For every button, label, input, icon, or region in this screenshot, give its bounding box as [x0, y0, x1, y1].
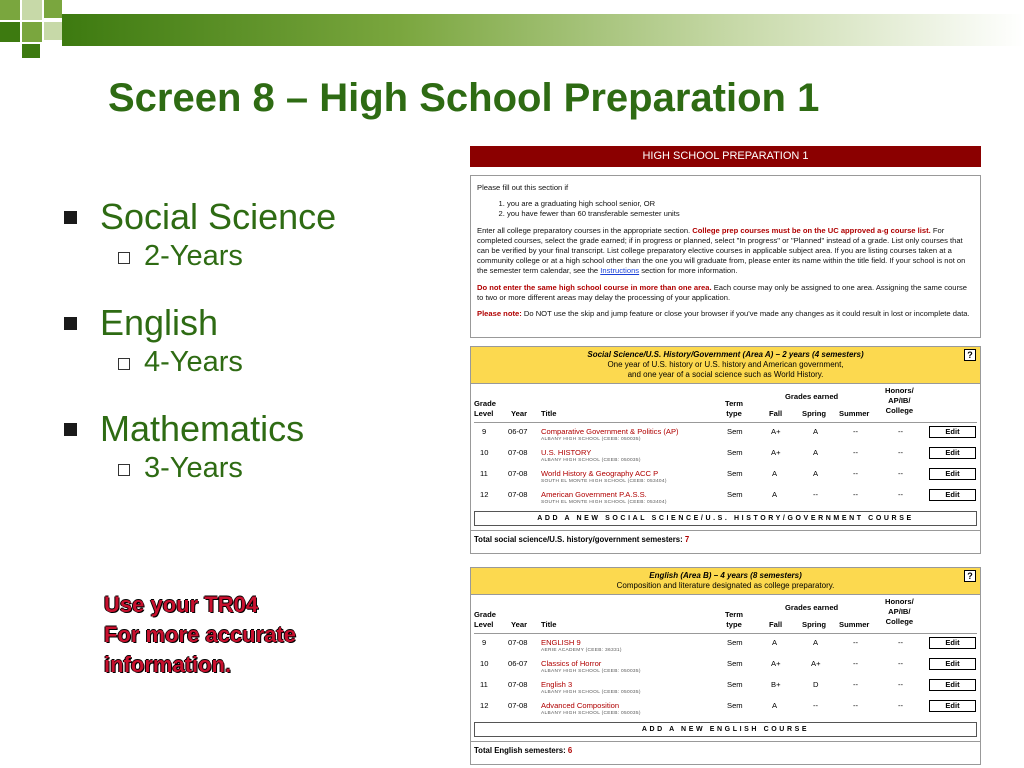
- add-english-course-button[interactable]: ADD A NEW ENGLISH COURSE: [474, 722, 977, 737]
- col-fall: Fall: [769, 409, 783, 418]
- bullet-item: [62, 302, 402, 346]
- col-text: Level: [474, 620, 494, 629]
- area-description: and one year of a social science such as World History.: [627, 370, 824, 379]
- cell-spring: A: [813, 427, 819, 436]
- col-text: Grade: [474, 610, 496, 619]
- cell-summer: --: [853, 638, 859, 647]
- instructions-para-1: [477, 226, 974, 277]
- col-text: AP/IB/: [888, 396, 911, 405]
- conditions-list: [507, 199, 974, 219]
- col-grade: [474, 610, 496, 630]
- cell-school: SOUTH EL MONTE HIGH SCHOOL (CEEB: 053404): [541, 500, 667, 505]
- cell-fall: A: [772, 638, 778, 647]
- column-headers: [471, 384, 980, 422]
- cell-title: Classics of Horror: [541, 659, 602, 668]
- cell-honors: --: [898, 701, 904, 710]
- cell-year: 07-08: [508, 680, 528, 689]
- bullet-item: [62, 408, 402, 452]
- col-text: Term: [725, 399, 744, 408]
- edit-button[interactable]: Edit: [929, 700, 976, 712]
- table-row: [471, 423, 980, 444]
- cell-title: ENGLISH 9: [541, 638, 581, 647]
- col-fall: Fall: [769, 620, 783, 629]
- col-spring: Spring: [802, 620, 827, 629]
- cell-fall: A: [772, 490, 778, 499]
- col-title: Title: [541, 620, 557, 629]
- cell-summer: --: [853, 701, 859, 710]
- area-b-rows: [471, 634, 980, 718]
- cell-title: English 3: [541, 680, 573, 689]
- cell-title: Comparative Government & Politics (AP): [541, 427, 679, 436]
- total-label: Total social science/U.S. history/government semesters:: [474, 535, 683, 544]
- help-icon[interactable]: ?: [964, 349, 976, 361]
- sub-bullet-box-icon: [118, 464, 130, 476]
- cell-summer: --: [853, 680, 859, 689]
- edit-button[interactable]: Edit: [929, 426, 976, 438]
- col-text: type: [726, 409, 742, 418]
- table-row: [471, 697, 980, 718]
- edit-button[interactable]: Edit: [929, 489, 976, 501]
- instructions-panel: [470, 175, 981, 338]
- area-a-total: [471, 531, 980, 548]
- instructions-para-3: [477, 309, 974, 319]
- cell-honors: --: [898, 427, 904, 436]
- sub-bullet-item: [62, 346, 402, 408]
- para-text: Each course may only be assigned to one area. Assigning the same course to two or more different areas may delay the processing of your application.: [477, 282, 968, 302]
- area-b-panel: [470, 567, 981, 765]
- section-header: HIGH SCHOOL PREPARATION 1: [470, 146, 981, 167]
- instructions-link[interactable]: Instructions: [600, 266, 640, 276]
- cell-school: ALBANY HIGH SCHOOL (CEEB: 050035): [541, 669, 641, 674]
- col-text: Honors/: [885, 597, 914, 606]
- cell-school: ALBANY HIGH SCHOOL (CEEB: 050035): [541, 437, 641, 442]
- cell-spring: D: [813, 680, 819, 689]
- cell-year: 07-08: [508, 448, 528, 457]
- col-text: College: [885, 617, 914, 626]
- cell-honors: --: [898, 490, 904, 499]
- area-title: English (Area B) – 4 years (8 semesters): [649, 571, 802, 580]
- help-icon[interactable]: ?: [964, 570, 976, 582]
- cell-school: ALBANY HIGH SCHOOL (CEEB: 050035): [541, 711, 641, 716]
- table-row: [471, 465, 980, 486]
- bullet-label: Mathematics: [100, 408, 305, 449]
- cell-grade: 10: [480, 659, 489, 668]
- cell-honors: --: [898, 469, 904, 478]
- edit-button[interactable]: Edit: [929, 637, 976, 649]
- cell-term: Sem: [727, 680, 743, 689]
- para-text: section for more information.: [641, 266, 738, 276]
- cell-grade: 12: [480, 490, 489, 499]
- col-title: Title: [541, 409, 557, 418]
- cell-grade: 12: [480, 701, 489, 710]
- cell-honors: --: [898, 659, 904, 668]
- col-text: College: [885, 406, 914, 415]
- cell-spring: --: [813, 490, 819, 499]
- cell-summer: --: [853, 659, 859, 668]
- cell-term: Sem: [727, 427, 743, 436]
- cell-term: Sem: [727, 448, 743, 457]
- para-text: Enter all college preparatory courses in the appropriate section.: [477, 225, 691, 235]
- para-emphasis: Do not enter the same high school course in more than one area.: [477, 282, 712, 292]
- cell-title: World History & Geography ACC P: [541, 469, 659, 478]
- instructions-intro: Please fill out this section if: [477, 183, 569, 192]
- cell-year: 06-07: [508, 427, 528, 436]
- bullet-square-icon: [64, 211, 77, 224]
- cell-fall: B+: [771, 680, 781, 689]
- bullet-list: [62, 196, 402, 514]
- cell-term: Sem: [727, 701, 743, 710]
- cell-term: Sem: [727, 490, 743, 499]
- col-grade: [474, 399, 496, 419]
- cell-spring: A+: [811, 659, 821, 668]
- note-line: information.: [104, 652, 232, 677]
- edit-button[interactable]: Edit: [929, 679, 976, 691]
- cell-term: Sem: [727, 659, 743, 668]
- bullet-item: [62, 196, 402, 240]
- cell-grade: 11: [480, 680, 488, 689]
- sub-bullet-box-icon: [118, 252, 130, 264]
- instructions-para-2: [477, 283, 974, 303]
- para-emphasis: College prep courses must be on the UC approved a-g course list.: [692, 225, 931, 235]
- edit-button[interactable]: Edit: [929, 658, 976, 670]
- cell-summer: --: [853, 427, 859, 436]
- bullet-label: English: [100, 302, 219, 343]
- cell-year: 06-07: [508, 659, 528, 668]
- cell-term: Sem: [727, 469, 743, 478]
- cell-fall: A+: [771, 659, 781, 668]
- table-row: [471, 676, 980, 697]
- col-honors: [885, 597, 914, 627]
- col-text: AP/IB/: [888, 607, 911, 616]
- cell-spring: A: [813, 638, 819, 647]
- col-summer: Summer: [839, 620, 870, 629]
- sub-bullet-label: 2-Years: [144, 240, 243, 272]
- area-b-header: [471, 568, 980, 595]
- col-text: Honors/: [885, 386, 914, 395]
- area-a-rows: [471, 423, 980, 507]
- bullet-square-icon: [64, 423, 77, 436]
- col-text: Term: [725, 610, 744, 619]
- cell-spring: A: [813, 448, 819, 457]
- area-b-total: [471, 742, 980, 759]
- slide-title: Screen 8 – High School Preparation 1: [108, 76, 820, 120]
- cell-honors: --: [898, 638, 904, 647]
- col-summer: Summer: [839, 409, 870, 418]
- cell-summer: --: [853, 490, 859, 499]
- cell-year: 07-08: [508, 469, 528, 478]
- col-grades-earned: Grades earned: [785, 392, 839, 401]
- col-honors: [885, 386, 914, 416]
- cell-title: American Government P.A.S.S.: [541, 490, 647, 499]
- table-row: [471, 444, 980, 465]
- table-row: [471, 634, 980, 655]
- cell-summer: --: [853, 448, 859, 457]
- condition-item: 2. you have fewer than 60 transferable semester units: [507, 209, 974, 219]
- col-term: [725, 610, 743, 630]
- col-text: Level: [474, 409, 494, 418]
- tr04-note: [104, 590, 296, 680]
- note-line: For more accurate: [104, 622, 296, 647]
- cell-grade: 9: [482, 427, 487, 436]
- area-a-header: [471, 347, 980, 384]
- sub-bullet-item: [62, 452, 402, 514]
- cell-fall: A: [772, 701, 778, 710]
- cell-school: ALBANY HIGH SCHOOL (CEEB: 050035): [541, 690, 641, 695]
- note-line: Use your TR04: [104, 592, 259, 617]
- total-value: 6: [567, 746, 573, 755]
- area-description: One year of U.S. history or U.S. history and American government,: [607, 360, 844, 369]
- sub-bullet-label: 3-Years: [144, 452, 243, 484]
- cell-fall: A+: [771, 448, 781, 457]
- area-description: Composition and literature designated as college preparatory.: [616, 581, 835, 590]
- col-text: Grade: [474, 399, 496, 408]
- cell-spring: A: [813, 469, 819, 478]
- cell-year: 07-08: [508, 490, 528, 499]
- table-row: [471, 486, 980, 507]
- cell-honors: --: [898, 680, 904, 689]
- para-text: For completed courses, select the grade earned; if in progress or planned, select "In progress" or "Planned" instead of a grade. List only courses that can be verified by your final transcript. List college preparatory elective courses in applicable subject area. If you are listing courses taken at a community college or at a high school other than the one you will graduate from, please enter its name within the title field. If your school is not on the semester term calendar, see the: [477, 225, 966, 276]
- table-row: [471, 655, 980, 676]
- cell-school: AERIE ACADEMY (CEEB: 36331): [541, 648, 622, 653]
- header-gradient-bar: [62, 14, 1024, 46]
- condition-item: 1. you are a graduating high school senior, OR: [507, 199, 974, 209]
- col-year: Year: [511, 620, 528, 629]
- cell-year: 07-08: [508, 701, 528, 710]
- cell-school: SOUTH EL MONTE HIGH SCHOOL (CEEB: 053404): [541, 479, 667, 484]
- cell-term: Sem: [727, 638, 743, 647]
- total-label: Total English semesters:: [474, 746, 566, 755]
- total-value: 7: [684, 535, 690, 544]
- bullet-label: Social Science: [100, 196, 337, 237]
- sub-bullet-item: [62, 240, 402, 302]
- sub-bullet-label: 4-Years: [144, 346, 243, 378]
- column-headers: [471, 595, 980, 633]
- cell-fall: A+: [771, 427, 781, 436]
- cell-grade: 10: [480, 448, 489, 457]
- edit-button[interactable]: Edit: [929, 468, 976, 480]
- cell-grade: 11: [480, 469, 488, 478]
- area-a-panel: [470, 346, 981, 554]
- cell-year: 07-08: [508, 638, 528, 647]
- cell-grade: 9: [482, 638, 487, 647]
- col-grades-earned: Grades earned: [785, 603, 839, 612]
- para-text: Do NOT use the skip and jump feature or close your browser if you've made any changes as it could result in lost or incomplete data.: [523, 309, 970, 319]
- col-term: [725, 399, 743, 419]
- add-social-science-course-button[interactable]: ADD A NEW SOCIAL SCIENCE/U.S. HISTORY/GOVERNMENT COURSE: [474, 511, 977, 526]
- bullet-square-icon: [64, 317, 77, 330]
- cell-spring: --: [813, 701, 819, 710]
- edit-button[interactable]: Edit: [929, 447, 976, 459]
- cell-title: Advanced Composition: [541, 701, 620, 710]
- col-year: Year: [511, 409, 528, 418]
- para-emphasis: Please note:: [477, 309, 522, 319]
- cell-school: ALBANY HIGH SCHOOL (CEEB: 050035): [541, 458, 641, 463]
- cell-honors: --: [898, 448, 904, 457]
- cell-title: U.S. HISTORY: [541, 448, 592, 457]
- area-title: Social Science/U.S. History/Government (Area A) – 2 years (4 semesters): [587, 350, 864, 359]
- cell-summer: --: [853, 469, 859, 478]
- col-text: type: [726, 620, 742, 629]
- cell-fall: A: [772, 469, 778, 478]
- col-spring: Spring: [802, 409, 827, 418]
- sub-bullet-box-icon: [118, 358, 130, 370]
